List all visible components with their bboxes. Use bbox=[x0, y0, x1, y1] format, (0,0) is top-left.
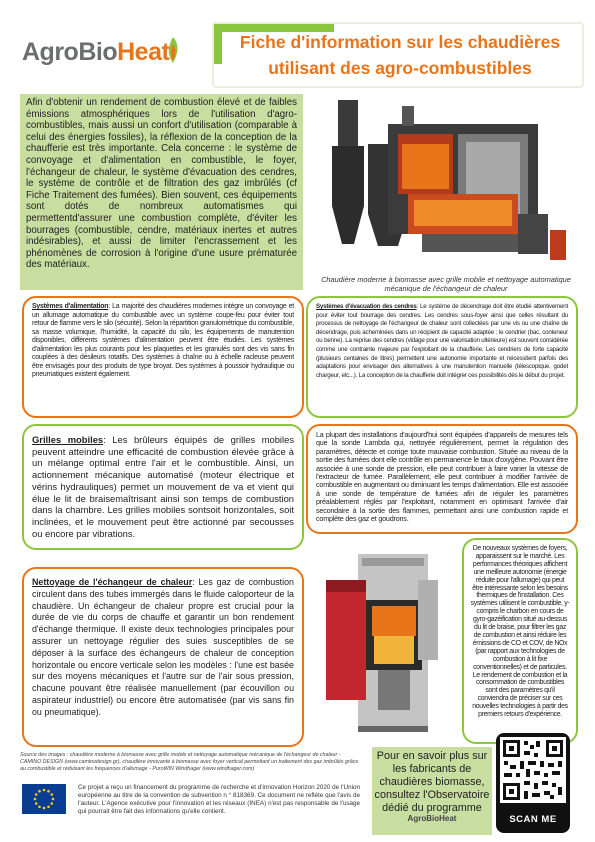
pellet-boiler-illustration bbox=[318, 540, 458, 740]
title-line-1: Fiche d'information sur les chaudières bbox=[239, 32, 561, 52]
ash-removal-text: : Le système de décendrage doit être étudié attentivement pour éviter tout bourrage des cendres. Les cendres sous-foyer ainsi que celles résultant du processus de nettoyage de l'échangeur de chaleur sont collectées par une vis ou une chaîne de décendrage, puis acheminées dans un récipient de capacité adaptée : le cendrier (bac, conteneur ou benne). La reprise des cendres (vidage pour une valorisation ultérieure) est souvent considérée comme une contrainte majeure par l'exploitant de la chaufferie. Les cendriers de forte capacité (plusieurs centaines de litres) permettent une autonomie importante et nécessitent parfois des adaptations pour envisager des alternatives à une manutention manuelle (télescopique, godet chargeur, etc...). La conception de la chaufferie doit intégrer ces possibilités dès le début du projet. bbox=[316, 303, 569, 379]
biomass-boiler-illustration bbox=[318, 94, 570, 272]
ash-removal-box bbox=[306, 296, 578, 418]
lambda-probe-box: La plupart des installations d'aujourd'hui sont équipées d'appareils de mesures tels que la sonde Lambda qui, nettoyée régulièrement, permet la régulation des paramètres, détecte et corrige toute mauvaise combustion. Située au niveau de la sortie des fumées dont elle contrôle en permanence le taux d'oxygène. Pouvant être associée à une sonde de pression, elle peut contribuer à faire varier la vitesse de l'extracteur de fumée. Parallèlement, elle peut contribuer à modifier l'arrivée de combustible en augmentant ou diminuant les temps d'alimentation. Elle est associée à une sonde de température de fumées afin de réguler les paramètres préalablement réglés par l'exploitant, notamment en optimisant l'arrivée d'air secondaire à la sortie des flammes, permettant ainsi une combustion rapide et complète des gaz et goudrons. bbox=[306, 424, 578, 534]
feeding-systems-heading: Systèmes d'alimentation bbox=[32, 303, 109, 310]
title-line-2: utilisant des agro-combustibles bbox=[268, 58, 532, 78]
moving-grates-heading: Grilles mobiles bbox=[32, 434, 104, 445]
heat-exchanger-cleaning-box bbox=[22, 567, 304, 747]
more-info-logo: AgroBioHeat bbox=[407, 814, 457, 823]
flame-leaf-icon bbox=[165, 36, 181, 64]
agrobioheat-logo bbox=[22, 36, 212, 72]
boiler-caption: Chaudière moderne à biomasse avec grille mobile et nettoyage automatique mécanique de l'échangeur de chaleur bbox=[321, 275, 571, 293]
image-sources: Source des images : chaudière moderne à biomasse avec grille mobile et nettoyage automatique mécanique de l'échangeur de chaleur - CAMINO DESIGN (www.caminodesign.gr), chaudière innovante à biomasse avec foyer vertical permettant un traitement des gaz imbrûlés grâce au combustible et réduisant les fréquences d'allumage - PuroWIN Windhager (www.windhager.com) bbox=[20, 752, 359, 772]
qr-code-icon[interactable] bbox=[500, 737, 566, 803]
more-info-box bbox=[372, 747, 492, 835]
feeding-systems-box bbox=[22, 296, 304, 418]
moving-grates-box bbox=[22, 424, 304, 550]
logo-wordmark bbox=[22, 38, 169, 67]
logo-bio: Bio bbox=[78, 38, 118, 66]
logo-agro: Agro bbox=[22, 38, 79, 66]
ash-removal-heading: Systèmes d'évacuation des cendres bbox=[316, 303, 417, 310]
moving-grates-text: : Les brûleurs équipés de grilles mobiles peuvent atteindre une efficacité de combustion élevée grâce à un mélange optimal entre l'air et le combustible. Ainsi, un actionnement mécanique automatisé (moteur électrique et vérins hydrauliques) permet un mouvement de va et vient qui élue le lit de braisemaîtrisant ainsi son temps de combustion dans la chambre. Les grilles mobiles sontsoit horizontales, soit inclinées, et le mouvement peut être actionné par secousses ou encore par vibrations. bbox=[32, 434, 295, 539]
intro-paragraph: Afin d'obtenir un rendement de combustion élevé et de faibles émissions atmosphériques lors de l'utilisation d'agro-combustibles, mais aussi un confort d'utilisation (comparable à celui des énergies fossiles), la réflexion de la conception de la chaufferie est très importante. Cela concerne : le système de convoyage et d'alimentation en combustible, le foyer, l'échangeur de chaleur, le système d'évacuation des cendres, le système de contrôle et de filtration des gaz imbrûlés (cf Fiche Traitement des fumées). Bien souvent, ces équipements sont dotés de nombreux automatismes qui permettentd'assurer une combustion complète, d'éviter les bourrages (combustible, cendre, matériaux inertes et autres indésirables), et aussi de limiter l'encrassement et les phénomènes de corrosion à l'origine d'une usure prématurée des matériaux. bbox=[20, 94, 303, 290]
title-accent-left bbox=[214, 24, 222, 64]
title-box bbox=[212, 22, 584, 88]
qr-code-panel[interactable] bbox=[496, 733, 570, 833]
scan-me-label: SCAN ME bbox=[509, 814, 557, 825]
logo-heat: Heat bbox=[117, 38, 170, 66]
eu-funding-statement: Ce projet a reçu un financement du programme de recherche et d'innovation Horizon 2020 de l'Union européenne au titre de la convention de subvention n ° 818369. Ce document ne reflète que l'avis de l'auteur. L'Agence exécutive pour l'innovation et les réseaux (INEA) n'est pas responsable de l'usage qui pourrait être fait des informations qu'elle contient. bbox=[78, 784, 360, 815]
feeding-systems-text: : La majorité des chaudières modernes intègre un convoyage et un allumage automatique du combustible avec un système coupe-feu pour éviter tout retour de flamme vers le silo (sécurité). Selon la répartition granulométrique du combustible, sa masse volumique, l'humidité, la capacité du silo, les équipements de manutention disponibles, différents systèmes d'alimentation peuvent être étudiés. Les systèmes d'alimentation les plus courants pour les plaquettes et les granulés sont des vis sans fin couplées à des désileurs rotatifs. Des systèmes à chaîne ou à échelle racleuse peuvent être envisagés pour des produits de type broyat. Des systèmes à poussoir hydraulique ou pneumatiques existent également. bbox=[32, 303, 294, 378]
more-info-text: Pour en savoir plus sur les fabricants de chaudières biomasse, consultez l'Observatoire dédié du programme bbox=[374, 750, 490, 814]
heat-exchanger-cleaning-text: : Les gaz de combustion circulent dans des tubes immergés dans le fluide caloporteur de la chaudière. Un échangeur de chaleur propre est crucial pour la durée de vie du corps de chauffe et garantir un bon rendement d'échange thermique. Il existe deux technologies principales pour assurer un nettoyage régulier des suies susceptibles de se déposer à la surface des échangeurs de chaleur de conception horizontale ou encore verticale selon les modèles : l'une est basée sur des moyens mécaniques et l'autre sur de l'air sous pression, chacune pouvant être réalisée manuellement (par écouvillon ou aspirateur industriel) ou encore être automatisée (par vis sans fin ou pneumatique). bbox=[32, 577, 294, 717]
eu-flag-icon bbox=[22, 784, 66, 814]
new-furnace-systems-box: De nouveaux systèmes de foyers, apparaissent sur le marché. Les performances théoriques affichent une meilleure autonomie (énergie réduite pour l'allumage) qui peut être intéressante selon les besoins thermiques de l'installation. Ces systèmes utilisent le combustible, y-compris le charbon en cours de gyro-gazéification situé au-dessus du lit de braise, pour filtrer les gaz de combustion et ainsi réduire les émissions de CO et COV, de NOx (par rapport aux technologies de combustion à lit fixe conventionnelles) et de particules. Le rendement de combustion et la consommation de combustibles sont des paramètres qu'il conviendra de préciser sur ces nouvelles technologies à partir des premiers retours d'expérience. bbox=[462, 538, 578, 744]
page-title bbox=[222, 29, 578, 81]
heat-exchanger-cleaning-heading: Nettoyage de l'échangeur de chaleur bbox=[32, 577, 193, 587]
